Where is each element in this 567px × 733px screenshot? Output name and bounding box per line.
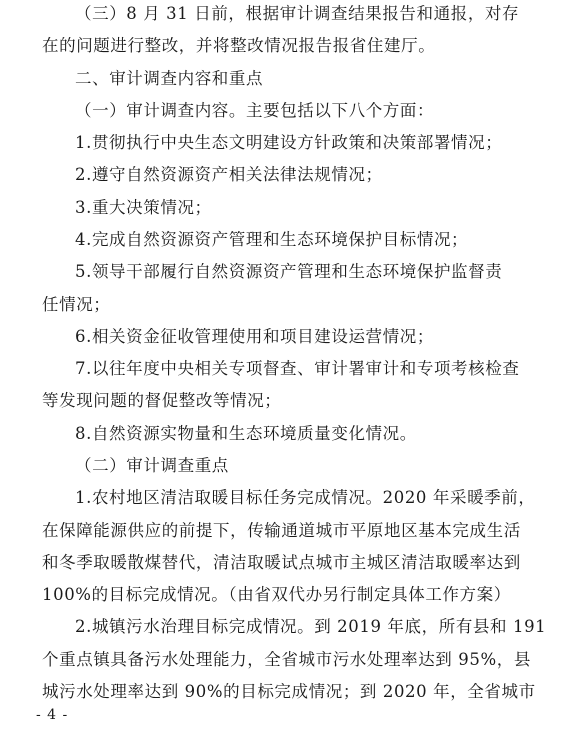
list-item-continuation: 任情况；: [42, 294, 111, 314]
list-item: 2.城镇污水治理目标完成情况。到 2019 年底，所有县和 191: [75, 617, 547, 637]
list-item: 8.自然资源实物量和生态环境质量变化情况。: [75, 423, 417, 443]
list-item: 6.相关资金征收管理使用和项目建设运营情况；: [75, 326, 434, 346]
subsection-heading: （一）审计调查内容。主要包括以下八个方面：: [75, 100, 435, 120]
list-item-continuation: 城污水处理率达到 90%的目标完成情况；到 2020 年，全省城市: [42, 682, 536, 701]
page-number: - 4 -: [36, 707, 69, 723]
subsection-heading: （二）审计调查重点: [75, 456, 229, 475]
list-item-continuation: 在保障能源供应的前提下，传输通道城市平原地区基本完成生活: [42, 520, 521, 540]
list-item: 5.领导干部履行自然资源资产管理和生态环境保护监督责: [75, 262, 503, 282]
list-item-continuation: 等发现问题的督促整改等情况；: [42, 391, 282, 411]
list-item: 7.以往年度中央相关专项督查、审计署审计和专项考核检查: [75, 359, 520, 379]
list-item: 2.遵守自然资源资产相关法律法规情况；: [75, 165, 383, 185]
list-item: 1.贯彻执行中央生态文明建设方针政策和决策部署情况；: [75, 133, 503, 153]
list-item: 1.农村地区清洁取暖目标任务完成情况。2020 年采暖季前，: [75, 488, 536, 508]
list-item-continuation: 个重点镇具备污水处理能力，全省城市污水处理率达到 95%，县: [42, 649, 531, 669]
text-line: 在的问题进行整改，并将整改情况报告报省住建厅。: [42, 36, 436, 56]
section-heading: 二、审计调查内容和重点: [75, 68, 264, 88]
list-item-continuation: 100%的目标完成情况。（由省双代办另行制定具体工作方案）: [42, 585, 511, 605]
text-line: （三）8 月 31 日前，根据审计调查结果报告和通报，对存: [75, 4, 520, 23]
list-item: 3.重大决策情况；: [75, 197, 212, 217]
list-item: 4.完成自然资源资产管理和生态环境保护目标情况；: [75, 230, 469, 249]
list-item-continuation: 和冬季取暖散煤替代，清洁取暖试点城市主城区清洁取暖率达到: [42, 552, 521, 572]
